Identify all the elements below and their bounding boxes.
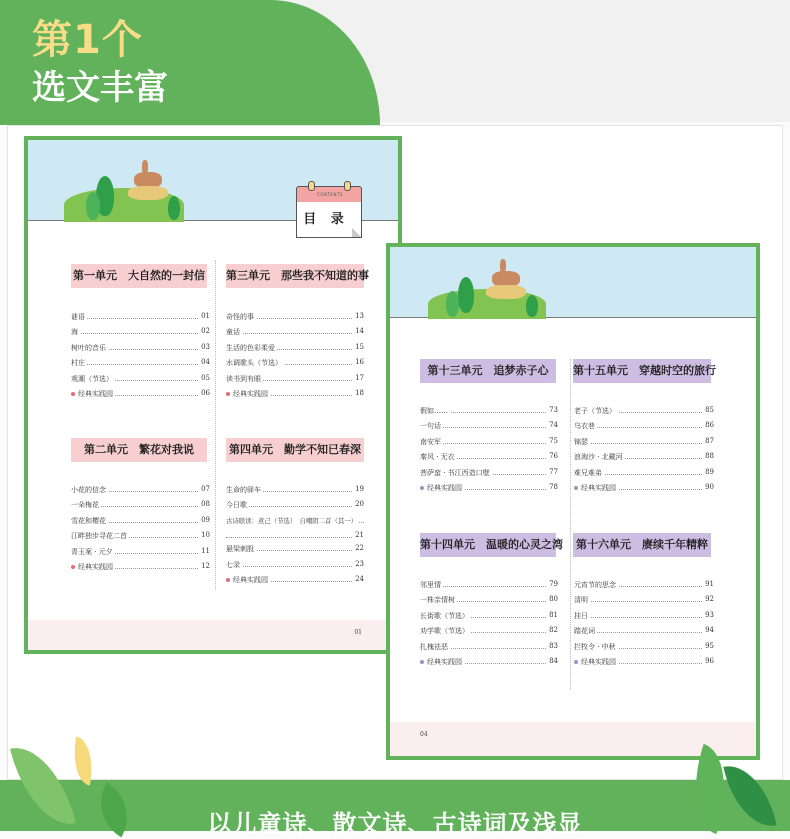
tree-graphic [526, 295, 538, 317]
toc-list [71, 310, 210, 402]
bullet-icon [574, 660, 578, 664]
contents-calendar-icon [296, 186, 362, 236]
toc-entry[interactable]: 劝学歌（节选） 82 [420, 626, 558, 636]
bullet-icon [71, 392, 75, 396]
goat-statue-graphic [128, 160, 168, 202]
goat-statue-graphic [486, 259, 526, 301]
page-curl-icon [352, 228, 361, 237]
page-number: 04 [420, 731, 428, 738]
toc-entry[interactable]: 奇怪的事 13 [226, 312, 364, 321]
unit-heading: 第一单元 大自然的一封信 [71, 264, 207, 288]
column-divider [215, 260, 216, 590]
toc-entry[interactable]: 青玉案 · 元夕 11 [71, 546, 210, 556]
toc-entry[interactable]: 江畔独步寻花二首 10 [71, 531, 210, 541]
toc-list [420, 404, 558, 496]
toc-entry[interactable]: 清明 92 [574, 595, 714, 605]
unit-heading: 第三单元 那些我不知道的事 [226, 264, 364, 288]
toc-entry[interactable]: 邻里情 79 [420, 580, 558, 589]
bullet-icon [420, 486, 424, 490]
toc-entry[interactable]: 浪淘沙 · 北戴河 88 [574, 452, 714, 462]
unit-heading: 第十六单元 赓续千年精粹 [573, 533, 711, 557]
toc-list [574, 578, 714, 670]
toc-entry-page: 21 [226, 529, 364, 542]
calendar-ring-icon [308, 181, 315, 191]
unit-heading: 第十三单元 追梦赤子心 [420, 359, 556, 383]
page-number: 01 [354, 629, 362, 636]
toc-entry[interactable]: 拦牧令 · 中秋 95 [574, 641, 714, 651]
bottom-tagline: 以儿童诗、散文诗、古诗词及浅显 [207, 810, 583, 838]
page-footer-band [28, 620, 398, 650]
toc-entry[interactable]: 读书到有眼 17 [226, 373, 364, 383]
toc-entry[interactable]: 七录 23 [226, 559, 364, 569]
toc-entry[interactable]: 老子（节选） 85 [574, 406, 714, 415]
toc-list [226, 310, 364, 402]
toc-entry[interactable]: 南安军 75 [420, 436, 558, 446]
calendar-ring-icon [344, 181, 351, 191]
tree-graphic [446, 291, 459, 317]
tree-graphic [168, 196, 180, 220]
toc-entry[interactable]: 小花的信念 07 [71, 485, 210, 494]
bullet-icon [574, 486, 578, 490]
toc-entry[interactable]: 今日歌 20 [226, 500, 364, 510]
toc-entry[interactable]: 乌衣巷 86 [574, 421, 714, 431]
toc-entry[interactable]: 悬梁刺股 22 [226, 544, 364, 554]
toc-entry[interactable]: 树叶的音乐 03 [71, 342, 210, 352]
toc-entry[interactable]: 假如…… 73 [420, 406, 558, 415]
unit-heading: 第十四单元 温暖的心灵之湾 [420, 533, 556, 557]
unit-heading: 第十五单元 穿越时空的旅行 [573, 359, 711, 383]
bullet-icon [420, 660, 424, 664]
toc-entry[interactable]: 古诗联读：煮己（节选） 自嘲阴二首（其一） [226, 514, 364, 529]
toc-entry[interactable]: 村庄 04 [71, 358, 210, 368]
bullet-icon [71, 565, 75, 569]
toc-entry[interactable]: 踏花词 94 [574, 626, 714, 636]
toc-entry-practice[interactable]: 经典实践园 06 [71, 387, 210, 402]
toc-entry[interactable]: 观潮（节选） 05 [71, 373, 210, 383]
toc-entry[interactable]: 一株亲情树 80 [420, 595, 558, 605]
toc-entry-practice[interactable]: 经典实践园 84 [420, 655, 558, 670]
toc-entry[interactable]: 元宵节的思念 91 [574, 580, 714, 589]
toc-entry[interactable]: 难兄难弟 89 [574, 467, 714, 477]
toc-entry-practice[interactable]: 经典实践园 96 [574, 655, 714, 670]
toc-entry-practice[interactable]: 经典实践园 90 [574, 481, 714, 496]
toc-entry[interactable]: 秦风 · 无衣 76 [420, 452, 558, 462]
toc-entry-practice[interactable]: 经典实践园 18 [226, 387, 364, 402]
toc-entry[interactable]: 谜语 01 [71, 312, 210, 321]
toc-entry[interactable]: 生活的色彩柔爱 15 [226, 342, 364, 352]
unit-heading: 第二单元 繁花对我说 [71, 438, 207, 462]
toc-entry[interactable]: 水调歌头（节选） 16 [226, 358, 364, 368]
bullet-icon [226, 578, 230, 582]
toc-list [226, 483, 364, 588]
toc-entry[interactable]: 童话 14 [226, 327, 364, 337]
toc-entry[interactable]: 挂日 93 [574, 610, 714, 620]
toc-list [71, 483, 210, 575]
contents-title: 目 录 [303, 212, 349, 227]
toc-entry[interactable]: 锦瑟 87 [574, 436, 714, 446]
bullet-icon [226, 392, 230, 396]
tree-graphic [458, 277, 474, 313]
toc-entry-practice[interactable]: 经典实践园 12 [71, 560, 210, 575]
toc-entry[interactable]: 一朵梅花 08 [71, 500, 210, 510]
column-divider [570, 359, 571, 689]
unit-heading: 第四单元 勤学不知已春深 [226, 438, 364, 462]
toc-entry[interactable]: 菩萨蛮 · 书江西造口壁 77 [420, 467, 558, 477]
tree-graphic [86, 192, 100, 220]
toc-entry[interactable]: 海 02 [71, 327, 210, 337]
toc-entry[interactable]: 长街歌（节选） 81 [420, 610, 558, 620]
contents-page-right [386, 243, 760, 760]
toc-list [420, 578, 558, 670]
feature-number: 第1个 [32, 17, 143, 63]
feature-subtitle: 选文丰富 [32, 68, 168, 108]
toc-entry[interactable]: 一句话 74 [420, 421, 558, 431]
toc-entry-practice[interactable]: 经典实践园 78 [420, 481, 558, 496]
contents-english-label: CONTENTS [317, 192, 343, 197]
toc-entry[interactable]: 雪花和樱花 09 [71, 515, 210, 525]
toc-entry[interactable]: 生命的驿车 19 [226, 485, 364, 494]
toc-entry[interactable]: 扎槐祛恶 83 [420, 641, 558, 651]
toc-entry-practice[interactable]: 经典实践园 24 [226, 573, 364, 588]
toc-list [574, 404, 714, 496]
